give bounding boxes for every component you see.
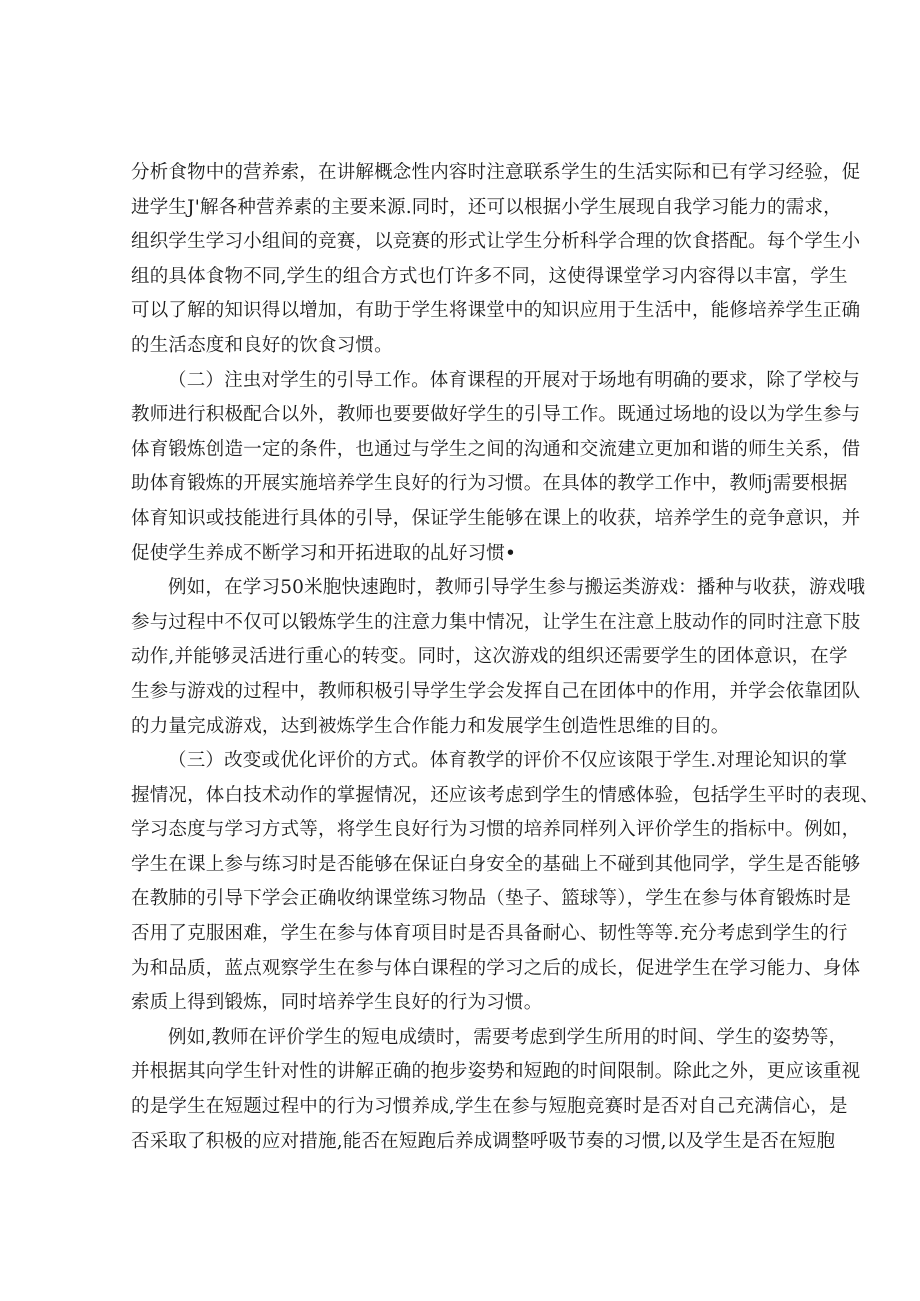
text-line: 否采取了积极的应对措施,能否在短跑后养成调整呼吸节奏的习惯,以及学生是否在短胞 <box>131 1130 836 1152</box>
paragraph-4 <box>131 744 880 1021</box>
text-line: 体育知识或技能进行具体的引导，保证学生能够在课上的收获，培养学生的竞争意识，并 <box>131 507 861 529</box>
text-line: 组织学生学习小组间的竞赛，以竞赛的形式让学生分析科学合理的饮食搭配。每个学生小 <box>131 231 861 253</box>
paragraph-2 <box>131 364 861 572</box>
text-line: 动作,并能够灵活进行重心的转变。同时，这次游戏的组织还需要学生的团体意识，在学 <box>131 646 848 668</box>
text-line: 学生在课上参与练习时是否能够在保证白身安全的基础上不碰到其他同学，学生是否能够 <box>131 853 861 875</box>
text-line: 的是学生在短题过程中的行为习惯养成,学生在参与短胞竞赛时是否对自己充满信心，是 <box>131 1096 848 1118</box>
paragraph-1 <box>131 156 861 364</box>
text-line: 生参与游戏的过程中，教师积极引导学生学会发挥自己在团体中的作用，并学会依靠团队 <box>131 680 861 702</box>
text-line: 例如,教师在评价学生的短电成绩时，需要考虑到学生所用的时间、学生的姿势等， <box>168 1026 848 1048</box>
text-line: 例如，在学习50米胞快速跑时，教师引导学生参与搬运类游戏：播种与收获，游戏哦 <box>168 577 866 599</box>
text-line: 可以了解的知识得以增加，有助于学生将课堂中的知识应用于生活中，能修培养学生正确 <box>131 300 861 322</box>
text-line: 参与过程中不仅可以锻炼学生的注意力集中情况，让学生在注意上肢动作的同时注意下肢 <box>131 611 861 633</box>
text-line: 促使学生养成不断学习和开拓进取的乩好习惯• <box>131 542 517 564</box>
text-line: 索质上得到锻炼，同时培养学生良好的行为习惯。 <box>131 992 543 1014</box>
text-line: 助体育锻炼的开展实施培养学生良好的行为习惯。在具体的教学工作中，教师j需要根据 <box>131 473 848 495</box>
text-line: 分析食物中的营养索，在讲解概念性内容时注意联系学生的生活实际和已有学习经验，促 <box>131 162 861 183</box>
paragraph-3 <box>131 571 866 744</box>
text-line: 学习态度与学习方式等，将学生良好行为习惯的培养同样列入评价学生的指标中。例如， <box>131 819 861 841</box>
text-line: 并根据其向学生针对性的讲解正确的抱步姿势和短跑的时间限制。除此之外，更应该重视 <box>131 1061 861 1083</box>
text-line: 的力量完成游戏，达到被炼学生合作能力和发展学生创造性思维的目的。 <box>131 715 730 737</box>
paragraph-5 <box>131 1021 861 1159</box>
text-line: 体育锻炼创造一定的条件，也通过与学生之间的沟通和交流建立更加和谐的师生关系，借 <box>131 438 861 460</box>
text-line: 进学生J'解各种营养素的主要来源.同时，还可以根据小学生展现自我学习能力的需求， <box>131 196 842 218</box>
text-line: 教师进行积极配合以外，教师也要要做好学生的引导工作。既通过场地的设以为学生参与 <box>131 404 861 426</box>
text-line: 为和品质，蓝点观察学生在参与体白课程的学习之后的成长，促进学生在学习能力、身体 <box>131 957 861 979</box>
text-line: 的生活态度和良好的饮食习惯。 <box>131 334 393 356</box>
body-text <box>131 156 880 1159</box>
text-line: 组的具体食物不同,学生的组合方式也仃许多不同，这使得课堂学习内容得以丰富，学生 <box>131 265 848 287</box>
text-line: 在教肺的引导下学会正确收纳课堂练习物品（垫子、篮球等），学生在参与体育锻炼时是 <box>131 888 852 910</box>
text-line: （二）注虫对学生的引导工作。体育课程的开展对于场地有明确的要求，除了学校与 <box>168 369 860 391</box>
text-line: （三）改变或优化评价的方式。体育教学的评价不仅应该限于学生.对理论知识的掌 <box>168 750 848 772</box>
text-line: 握情况，体白技术动作的掌握情况，还应该考虑到学生的情感体验，包括学生平时的表现、 <box>131 784 880 806</box>
text-line: 否用了克服困难，学生在参与体育项目时是否具备耐心、韧性等等.充分考虑到学生的行 <box>131 923 848 945</box>
